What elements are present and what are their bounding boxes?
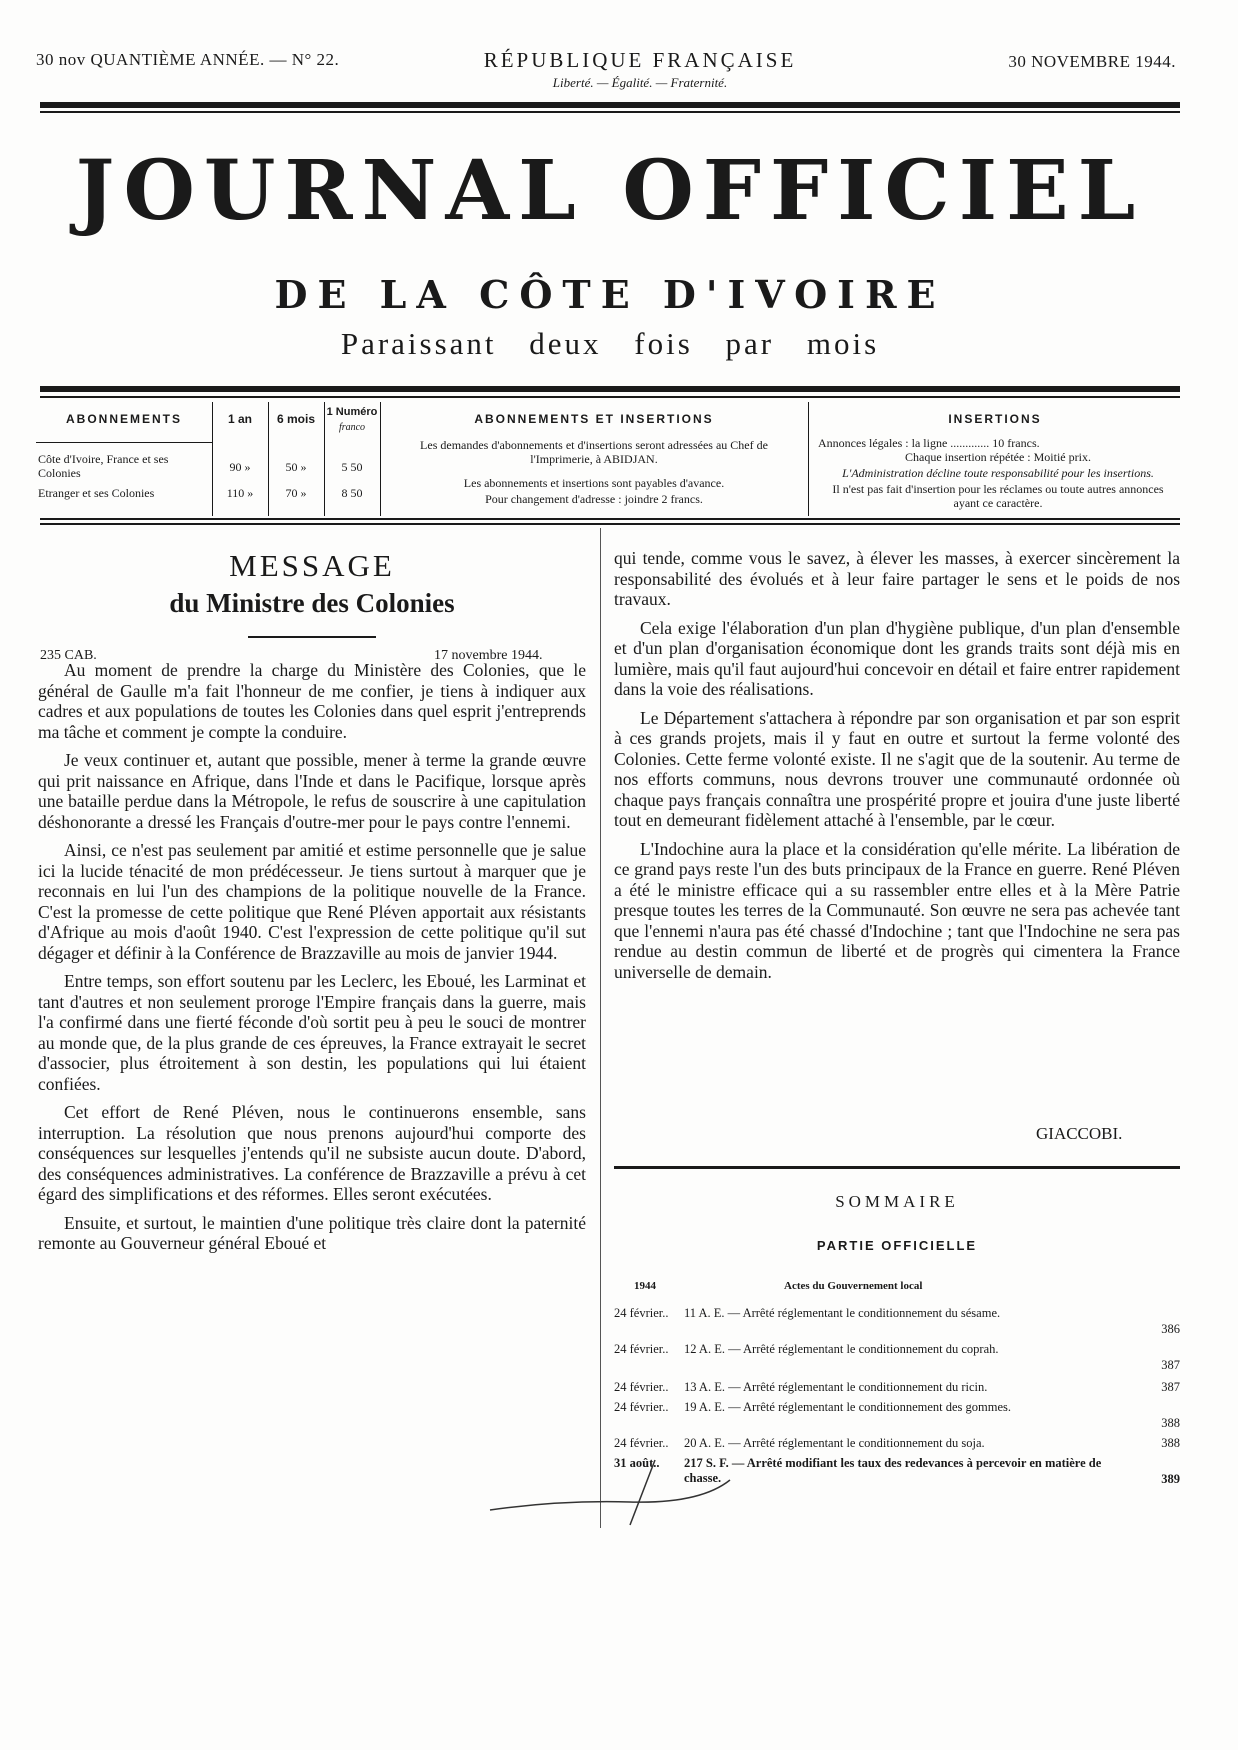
entry-date: 24 février.. [614,1380,669,1394]
republic-name: RÉPUBLIQUE FRANÇAISE [483,48,797,72]
masthead-title: JOURNAL OFFICIEL [75,143,1145,239]
ab-ins-line: Les abonnements et insertions sont payables d'avance. [463,476,725,490]
column-separator [600,528,601,1528]
sub-row-year: 110 » [226,486,254,500]
col-year: 1 an [227,412,252,426]
sommaire-part: PARTIE OFFICIELLE [816,1238,978,1253]
ins-line: Chaque insertion répétée : Moitié prix. [905,450,1091,464]
sub-row-issue: 8 50 [341,486,363,500]
entry-text: 11 A. E. — Arrêté réglementant le conditionnement du sésame. [684,1306,1001,1320]
entry-date: 24 février.. [614,1436,669,1450]
sub-row-six: 70 » [285,486,307,500]
message-title-rule [248,636,376,638]
paragraph: Le Département s'attachera à répondre par son organisation et par son esprit à ces grands projets, mais il y faut en outre et surtout la ferme volonté des Colonies. Cette ferme volonté existe. Il ne s'agit que de la soutenir. Au terme de nos efforts communs, nous devrons trouver une communauté ordonnée où chaque pays français connaîtra une prospérité propre et jouira d'une juste liberté tout en demeurant fidèlement attaché à l'ensemble, par le cœur. [614,707,1180,830]
paragraph: Ainsi, ce n'est pas seulement par amitié et estime personnelle que je salue ici la lucide ténacité de mon prédécesseur. Je tiens surtout à marquer que je reconnais en lui l'un des champions de la politique nouvelle de la France. C'est la promesse de cette politique que René Pléven apportait aux résistants d'Afrique au mois d'août 1940. C'est l'expression de cette politique qu'il sut dégager et définir à la Conférence de Brazzaville au mois de janvier 1944. [38,840,586,963]
entry-page: 389 [1161,1472,1180,1486]
entry-text: 20 A. E. — Arrêté réglementant le conditionnement du soja. [684,1436,985,1450]
sommaire-entry [614,1342,1180,1374]
paragraph: Au moment de prendre la charge du Ministère des Colonies, que le général de Gaulle m'a fait l'honneur de me confier, je tiens à indiquer aux cadres et aux populations de toutes les Colonies dans quel esprit j'entreprends ma tâche et comment je compte la conduire. [38,660,586,742]
subscription-box [36,402,1182,516]
message-reference: 235 CAB. [40,648,97,663]
ab-ins-line: Pour changement d'adresse : joindre 2 francs. [485,492,703,506]
box-row-rule [36,442,212,443]
insertions-header: INSERTIONS [948,412,1042,426]
header-rule-thin [40,111,1180,113]
ins-line: Il n'est pas fait d'insertion pour les réclames ou toute autres annonces ayant ce caractère. [832,482,1164,510]
header-rule [40,102,1180,108]
entry-page: 388 [1161,1436,1180,1450]
sommaire-entry [614,1400,1180,1432]
paragraph: Je veux continuer et, autant que possible, mener à terme la grande œuvre qui prit naissance en Afrique, dans l'Inde et dans le Pacifique, lorsque après une bataille perdue dans la Métropole, le refus de souscrire à une capitulation déshonorante a dressé les Français d'outre-mer pour le pays contre l'ennemi. [38,750,586,832]
ab-ins-header: ABONNEMENTS ET INSERTIONS [474,412,714,426]
col-six-months: 6 mois [276,412,315,426]
entry-page: 386 [1161,1322,1180,1336]
sub-row-issue: 5 50 [341,460,363,474]
entry-text: 13 A. E. — Arrêté réglementant le conditionnement du ricin. [684,1380,988,1394]
entry-date: 31 août.. [614,1456,660,1470]
sub-row-label: Etranger et ses Colonies [38,486,155,500]
entry-date: 24 février.. [614,1306,669,1320]
message-title: MESSAGE [229,548,395,583]
issue-number: 30 nov QUANTIÈME ANNÉE. — N° 22. [36,50,340,69]
ins-line: L'Administration décline toute responsabilité pour les insertions. [842,466,1154,480]
sommaire-title: SOMMAIRE [835,1192,959,1211]
ins-line: Annonces légales : la ligne ............. 10 francs. [818,436,1040,450]
message-date: 17 novembre 1944. [434,648,543,663]
sommaire-section: Actes du Gouvernement local [784,1280,923,1292]
entry-text: 217 S. F. — Arrêté modifiant les taux des redevances à percevoir en matière de chasse. [684,1456,1102,1485]
masthead-subtitle: DE LA CÔTE D'IVOIRE [274,272,946,317]
sommaire-entry [614,1380,1180,1396]
entry-page: 387 [1161,1358,1180,1372]
republic-motto: Liberté. — Égalité. — Fraternité. [552,75,728,90]
sommaire-year: 1944 [634,1280,656,1292]
box-bottom-rule [40,518,1180,520]
signature: GIACCOBI. [1036,1124,1123,1143]
entry-text: 12 A. E. — Arrêté réglementant le conditionnement du coprah. [684,1342,999,1356]
ab-ins-line: Les demandes d'abonnements et d'insertions seront adressées au Chef de l'Imprimerie, à ABIDJAN. [420,438,768,466]
entry-text: 19 A. E. — Arrêté réglementant le conditionnement des gommes. [684,1400,1012,1414]
col-issue: 1 Numéro [326,406,378,418]
pen-mark-icon [480,1440,740,1530]
paragraph: Cela exige l'élaboration d'un plan d'hygiène publique, d'un plan d'ensemble et d'un plan d'organisation économique dont les grands traits sont déjà mis en lumière, mais qu'il faut aujourd'hui concevoir en détail et faire entrer rapidement dans la voie des réalisations. [614,617,1180,699]
subscriptions-header: ABONNEMENTS [65,412,182,426]
paragraph-continued: qui tende, comme vous le savez, à élever les masses, à exercer sincèrement la responsabilité des évolués et à leur faire partager le sens et le poids de nos travaux. [614,548,1180,609]
paragraph: Ensuite, et surtout, le maintien d'une politique très claire dont la paternité remonte au Gouverneur général Eboué et [38,1212,586,1253]
entry-date: 24 février.. [614,1400,669,1414]
republic-header [420,48,860,91]
sub-row-year: 90 » [229,460,251,474]
sub-row-label: Côte d'Ivoire, France et ses Colonies [38,452,169,480]
paragraph: Entre temps, son effort soutenu par les Leclerc, les Eboué, les Larminat et tant d'autres et non seulement proroge l'Empire français dans la guerre, mais l'a confirmé dans une fierté féconde d'où sortit peu à peu le souci de montrer au monde que, de la plus grande de ces épreuves, la France extrayait le secret d'associer, plus étroitement à son destin, les populations qui lui étaient confiées. [38,971,586,1094]
sommaire-rule [614,1166,1180,1169]
entry-page: 387 [1161,1380,1180,1394]
entry-page: 388 [1161,1416,1180,1430]
masthead-tagline: Paraissant deux fois par mois [340,326,880,361]
paragraph: L'Indochine aura la place et la considération qu'elle mérite. La libération de ce grand pays reste l'un des buts principaux de la France en guerre. René Pléven a été le ministre efficace qui a su rassembler entre elles et à la Mère Patrie presque toutes les terres de la Communauté. Son œuvre ne sera pas achevée tant que l'ennemi n'aura pas été chassé d'Indochine ; tant que l'Indochine ne sera pas rendue au destin commun de liberté et de progrès qui cimentera la France universelle de demain. [614,838,1180,982]
message-left-column [38,660,586,1262]
paragraph: Cet effort de René Pléven, nous le continuerons ensemble, sans interruption. La résolution que nous prenons aujourd'hui comporte des conséquences sur lesquelles j'entends qu'il ne subsiste aucun doute. D'abord, des conséquences administratives. La conférence de Brazzaville a prévu à cet égard des simplifications et des réformes. Elles seront exécutées. [38,1102,586,1204]
masthead-rule [40,386,1180,392]
issue-date: 30 NOVEMBRE 1944. [1008,52,1176,71]
message-right-column [614,548,1180,990]
sommaire-entry [614,1306,1180,1338]
entry-date: 24 février.. [614,1342,669,1356]
sub-row-six: 50 » [285,460,307,474]
col-issue-sub: franco [338,422,366,433]
masthead-rule-thin [40,396,1180,398]
message-subtitle: du Ministre des Colonies [169,588,455,618]
box-bottom-rule [40,523,1180,525]
